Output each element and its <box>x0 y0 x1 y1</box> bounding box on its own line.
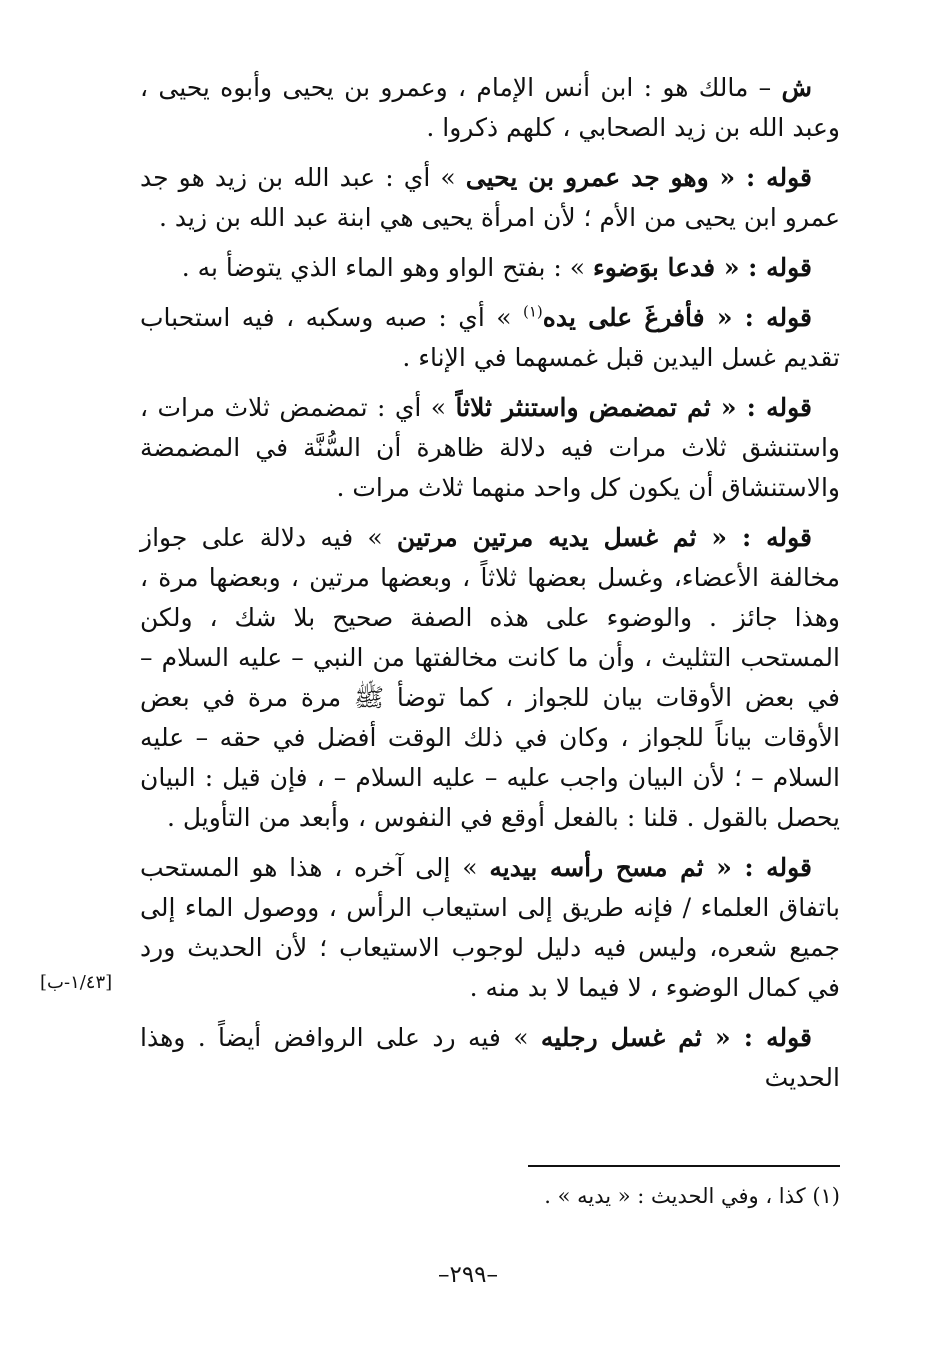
paragraph-4 <box>140 298 840 378</box>
paragraph-prefix: قوله : « <box>701 1023 812 1052</box>
paragraph-body: » فيه دلالة على جواز مخالفة الأعضاء، وغسل بعضها ثلاثاً ، وبعضها مرتين ، وبعضها مرة ، وهذا جائز . والوضوء على هذه الصفة صحيح بلا شك ، ولكن المستحب التثليث ، وأن ما كانت مخالفتها من النبي – عليه السلام – في بعض الأوقات بيان للجواز ، كما توضأ ﷺ مرة مرة في بعض الأوقات بياناً للجواز ، وكان في ذلك الوقت أفضل في حقه – عليه السلام – ؛ لأن البيان واجب عليه – عليه السلام – ، فإن قيل : البيان يحصل بالقول . قلنا : بالفعل أوقع في النفوس ، وأبعد من التأويل . <box>140 523 840 832</box>
paragraph-body: » أي : صبه وسكبه ، فيه استحباب تقديم غسل اليدين قبل غمسهما في الإناء . <box>140 303 840 372</box>
paragraph-body: » : بفتح الواو وهو الماء الذي يتوضأ به . <box>181 253 594 282</box>
paragraph-6 <box>140 518 840 838</box>
paragraph-lead: ش <box>781 73 812 102</box>
hadith-quote: وهو جد عمرو بن يحيى <box>465 163 709 192</box>
hadith-quote: ثم مسح رأسه بيديه <box>489 853 704 882</box>
hadith-quote: ثم غسل رجليه <box>540 1023 702 1052</box>
paragraph-prefix: قوله : « <box>710 393 812 422</box>
paragraph-prefix: قوله : « <box>704 303 812 332</box>
paragraph-body: » أي : تمضمض ثلاث مرات ، واستنشق ثلاث مرات فيه دلالة ظاهرة أن السُّنَّة في المضمضة والاستنشاق أن يكون كل واحد منهما ثلاث مرات . <box>140 393 840 502</box>
page-number: –٢٩٩– <box>437 1262 499 1288</box>
footnote-reference: (١) <box>523 302 543 321</box>
footnote-divider <box>528 1165 840 1167</box>
main-text <box>140 68 840 1108</box>
paragraph-body: » فيه رد على الروافض أيضاً . وهذا الحديث <box>140 1023 840 1092</box>
hadith-quote: فدعا بوَضوء <box>593 253 716 282</box>
paragraph-prefix: قوله : « <box>708 163 813 192</box>
paragraph-prefix: قوله : « <box>696 523 812 552</box>
hadith-quote: ثم غسل يديه مرتين مرتين <box>396 523 697 552</box>
paragraph-5 <box>140 388 840 508</box>
paragraph-8 <box>140 1018 840 1098</box>
paragraph-3 <box>140 248 840 288</box>
hadith-quote: ثم تمضمض واستنثر ثلاثاً <box>455 393 711 422</box>
footnote: (١) كذا ، وفي الحديث : « يديه » . <box>544 1184 840 1208</box>
hadith-quote: فأفرغَ على يده <box>542 303 705 332</box>
paragraph-body: » أي : عبد الله بن زيد هو جد عمرو ابن يحيى من الأم ؛ لأن امرأة يحيى هي ابنة عبد الله بن زيد . <box>140 163 840 232</box>
paragraph-2 <box>140 158 840 238</box>
manuscript-folio-note: [١/٤٣-ب] <box>40 972 113 993</box>
paragraph-prefix: قوله : « <box>703 853 812 882</box>
paragraph-body: – مالك هو : ابن أنس الإمام ، وعمرو بن يحيى وأبوه يحيى ، وعبد الله بن زيد الصحابي ، كلهم ذكروا . <box>140 73 840 142</box>
paragraph-1 <box>140 68 840 148</box>
paragraph-prefix: قوله : « <box>715 253 812 282</box>
paragraph-body: » إلى آخره ، هذا هو المستحب باتفاق العلماء / فإنه طريق إلى استيعاب الرأس ، ووصول الماء إلى جميع شعره، وليس فيه دليل لوجوب الاستيعاب ؛ لأن الحديث ورد في كمال الوضوء ، لا فيما لا بد منه . <box>140 853 840 1002</box>
paragraph-7 <box>140 848 840 1008</box>
